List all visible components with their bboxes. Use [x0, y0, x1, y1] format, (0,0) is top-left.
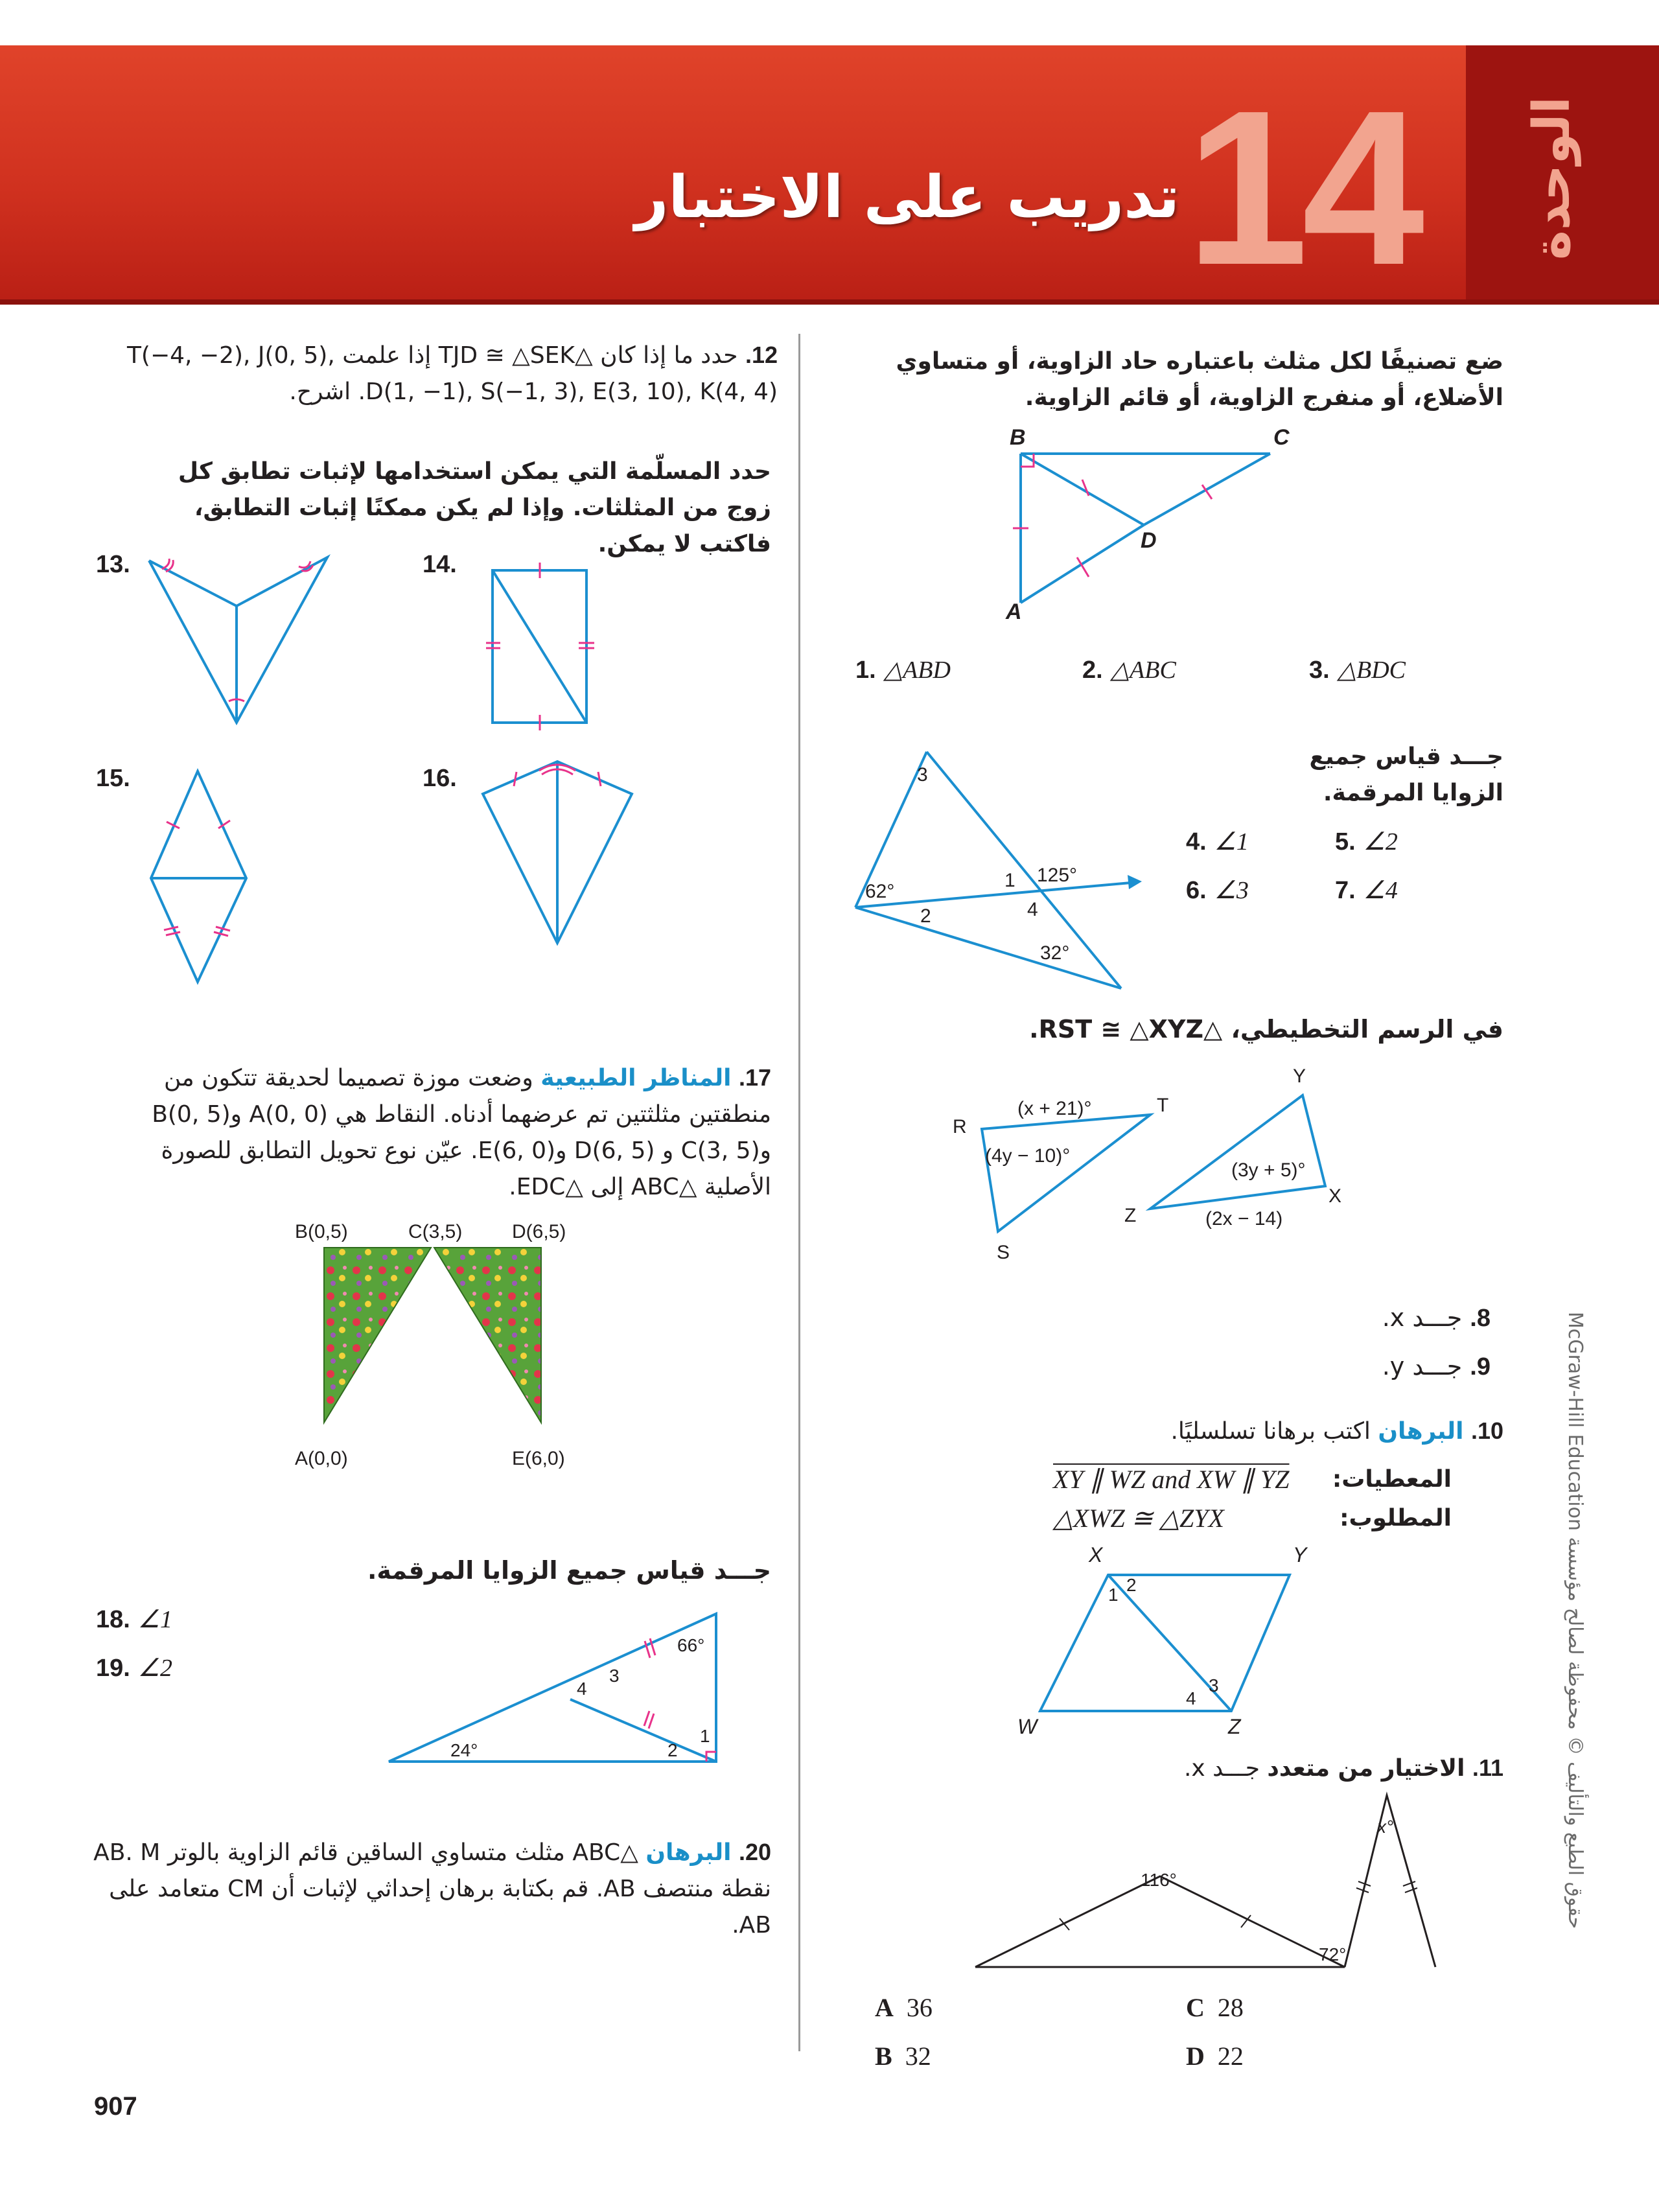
label-z: Z	[1228, 1715, 1241, 1738]
figure-find-x	[966, 1789, 1458, 1977]
choice-a[interactable]: A 36	[875, 1993, 933, 2022]
angle-66: 66°	[677, 1635, 705, 1655]
angle-label-125: 125°	[1037, 865, 1078, 886]
rst-instructions: في الرسم التخطيطي، △RST ≅ △XYZ.	[1029, 1015, 1503, 1043]
point-a: A(0,0)	[295, 1448, 348, 1469]
label-x: X	[1089, 1543, 1103, 1566]
question-3: 3. △BDC	[1309, 657, 1406, 684]
angle-1: 1	[700, 1726, 710, 1746]
question-9: 9. جـــد y.	[1382, 1352, 1491, 1380]
label-z: Z	[1124, 1205, 1137, 1226]
label-b: B	[1010, 425, 1026, 450]
question-13-number: 13.	[96, 551, 130, 578]
label-c: C	[1273, 425, 1290, 450]
label-s: S	[997, 1242, 1010, 1263]
point-c: C(3,5)	[408, 1221, 463, 1242]
question-12: 12. حدد ما إذا كان △TJD ≅ △SEK إذا علمت T(−4, −2), J(0, 5), D(1, −1), S(−1, 3), E(3, 10), K(4, 4). اشرح.	[126, 342, 778, 405]
choice-c[interactable]: C 28	[1186, 1993, 1244, 2022]
angle-1: 1	[1108, 1585, 1119, 1605]
angle-2: 2	[667, 1740, 678, 1760]
label-x-plus-21: (x + 21)°	[1017, 1098, 1092, 1119]
label-y: Y	[1293, 1065, 1306, 1087]
question-14-number: 14.	[423, 551, 457, 578]
point-b: B(0,5)	[295, 1221, 348, 1242]
figure-13-triangles	[146, 551, 340, 732]
question-15-number: 15.	[96, 765, 130, 792]
angle-label-62: 62°	[865, 881, 895, 902]
label-r: R	[953, 1116, 967, 1137]
angle-label-2: 2	[920, 905, 931, 927]
given-statement: XY ∥ WZ and XW ∥ YZ	[1053, 1465, 1290, 1494]
classify-instructions: ضع تصنيفًا لكل مثلث باعتباره حاد الزاوية، أو متساوي الأضلاع، أو منفرج الزاوية، أو قائم الزاوية.	[896, 348, 1503, 411]
question-11: 11. الاختيار من متعدد جـــد x.	[1183, 1754, 1503, 1782]
choice-d[interactable]: D 22	[1186, 2042, 1244, 2071]
question-1: 1. △ABD	[855, 657, 951, 684]
label-y: Y	[1293, 1543, 1307, 1566]
question-19: 19. ∠2	[96, 1655, 172, 1682]
angle-116: 116°	[1141, 1870, 1177, 1890]
given-label: المعطيات:	[1332, 1466, 1452, 1493]
label-a: A	[1006, 600, 1022, 624]
column-divider	[798, 334, 800, 2051]
figure-14-rectangle	[486, 557, 596, 736]
postulate-instructions: حدد المسلّمة التي يمكن استخدامها لإثبات تطابق كل زوج من المثلثات. وإذا لم يكن ممكنًا إثبات التطابق، فاكتب لا يمكن.	[178, 458, 771, 557]
angle-2: 2	[1126, 1575, 1137, 1595]
label-d: D	[1141, 528, 1157, 553]
chapter-number: 14	[1186, 65, 1419, 311]
label-2x-minus-14: (2x − 14)	[1205, 1208, 1283, 1229]
question-16-number: 16.	[423, 765, 457, 792]
angle-3: 3	[1209, 1675, 1219, 1695]
point-d: D(6,5)	[512, 1221, 566, 1242]
angles-instructions-2: جـــد قياس جميع الزوايا المرقمة.	[367, 1556, 771, 1585]
question-10: 10. البرهان اكتب برهانا تسلسليًا.	[1170, 1417, 1503, 1445]
angle-label-4: 4	[1027, 899, 1038, 920]
question-18: 18. ∠1	[96, 1606, 172, 1633]
figure-triangles-abcd	[998, 421, 1296, 629]
angle-label-32: 32°	[1040, 942, 1070, 964]
angle-72: 72°	[1319, 1944, 1347, 1964]
figure-rst-xyz	[940, 1056, 1380, 1270]
prove-label: المطلوب:	[1340, 1505, 1452, 1531]
question-8: 8. جـــد x.	[1382, 1303, 1491, 1332]
label-3y-plus-5: (3y + 5)°	[1231, 1159, 1306, 1181]
label-t: T	[1157, 1095, 1169, 1116]
angle-x: x°	[1377, 1817, 1394, 1837]
angle-3: 3	[609, 1666, 620, 1686]
label-w: W	[1017, 1715, 1038, 1738]
question-17: 17. المناظر الطبيعية وضعت موزة تصميما لحديقة تتكون من منطقتين مثلثتين تم عرضهما أدناه. النقاط هي A(0, 0) وB(0, 5) وC(3, 5) و D(6, 5) وE(6, 0). عيّن نوع تحويل التطابق للصورة الأصلية △ABC إلى △EDC.	[152, 1064, 771, 1200]
angle-24: 24°	[450, 1740, 478, 1760]
question-5: 5. ∠2	[1335, 828, 1398, 856]
figure-15-rhombus	[146, 765, 256, 985]
angles-instructions: جـــد قياس جميع الزوايا المرقمة.	[1309, 743, 1503, 806]
copyright: حقوق الطبع والتأليف © محفوظة لصالح مؤسسة McGraw-Hill Education	[1564, 1311, 1586, 1929]
label-x: X	[1328, 1185, 1342, 1207]
question-6: 6. ∠3	[1186, 877, 1249, 904]
page-title: تدريب على الاختبار	[634, 163, 1179, 231]
figure-parallelogram-xywz	[998, 1539, 1361, 1747]
question-7: 7. ∠4	[1335, 877, 1398, 904]
choice-b[interactable]: B 32	[875, 2042, 931, 2071]
page-number: 907	[94, 2092, 137, 2121]
label-4y-minus-10: (4y − 10)°	[985, 1145, 1071, 1167]
chapter-vertical-label: الوحدة	[1523, 96, 1581, 261]
question-2: 2. △ABC	[1082, 657, 1176, 684]
angle-4: 4	[577, 1679, 587, 1699]
figure-16-kite	[476, 755, 638, 949]
angle-4: 4	[1186, 1688, 1196, 1708]
angle-label-1: 1	[1004, 870, 1015, 891]
figure-18-right-triangle	[382, 1601, 732, 1769]
angle-label-3: 3	[917, 764, 928, 786]
point-e: E(6,0)	[512, 1448, 565, 1469]
prove-statement: △XWZ ≅ △ZYX	[1053, 1504, 1224, 1533]
figure-angles-1-4	[842, 745, 1154, 1005]
figure-17-garden	[272, 1212, 609, 1484]
question-4: 4. ∠1	[1186, 828, 1249, 856]
question-20: 20. البرهان △ABC مثلث متساوي الساقين قائم الزاوية بالوتر AB. M نقطة منتصف AB. قم بكتابة برهان إحداثي لإثبات أن CM متعامد على AB.	[93, 1839, 771, 1938]
